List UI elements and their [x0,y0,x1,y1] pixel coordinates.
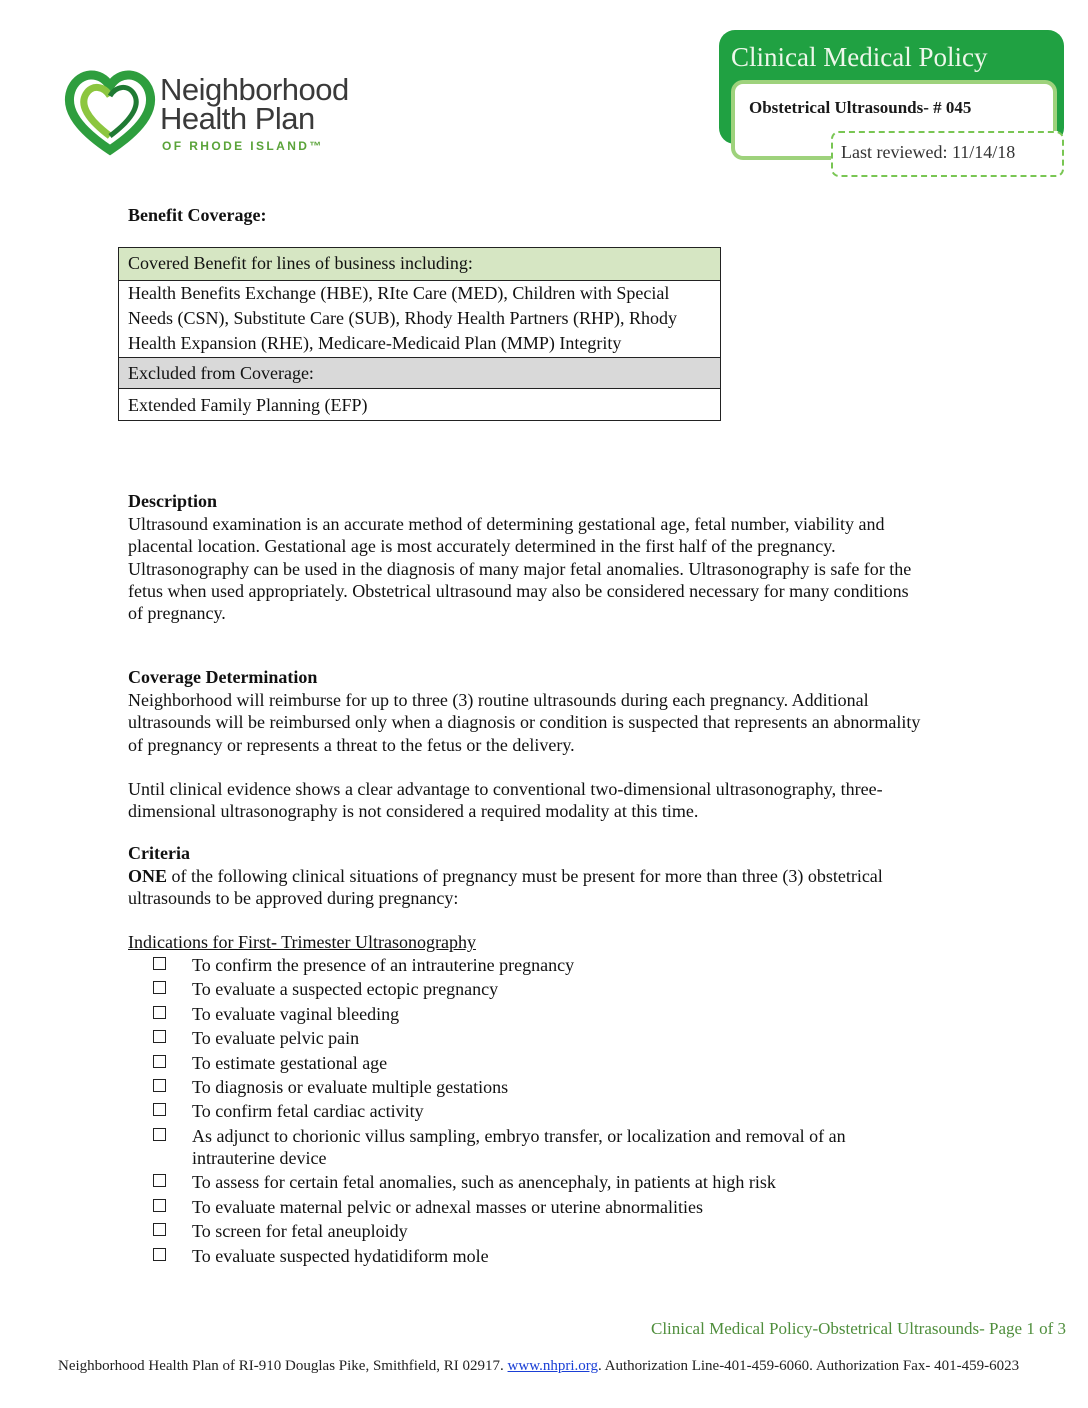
list-item-text: To evaluate maternal pelvic or adnexal masses or uterine abnormalities [192,1196,704,1217]
logo-text-line3: OF RHODE ISLAND™ [162,139,324,153]
description-line: Ultrasound examination is an accurate method of determining gestational age, fetal number, viability and [128,514,885,534]
policy-header-title: Clinical Medical Policy [731,42,988,72]
list-item-text: To evaluate suspected hydatidiform mole [192,1245,489,1266]
covered-lines-cell [119,280,720,357]
criteria-line-1-text: of the following clinical situations of pregnancy must be present for more than three (3) obstetrical [167,866,883,886]
list-item [150,954,950,976]
covered-line: Health Expansion (RHE), Medicare-Medicaid Plan (MMP) Integrity [128,333,622,353]
criteria-heading: Criteria [128,843,190,863]
description-line: placental location. Gestational age is most accurately determined in the first half of the pregnancy. [128,536,836,557]
list-item [150,1220,950,1242]
list-item [150,1052,950,1074]
checkbox-icon [153,1223,166,1236]
footer-address-pre: Neighborhood Health Plan of RI-910 Douglas Pike, Smithfield, RI 02917. [58,1358,508,1374]
checkbox-icon [153,1248,166,1261]
footer-address [58,1358,1019,1375]
list-item-text: To confirm fetal cardiac activity [192,1101,424,1122]
coverage-line: ultrasounds will be reimbursed only when a diagnosis or condition is suspected that represents an abnormality [128,712,921,733]
checkbox-icon [153,1006,166,1019]
list-item-text: To estimate gestational age [192,1052,388,1073]
list-item [150,978,950,1000]
description-line: Ultrasonography can be used in the diagnosis of many major fetal anomalies. Ultrasonography is safe for the [128,558,912,579]
checkbox-icon [153,1079,166,1092]
list-item-text: To screen for fetal aneuploidy [192,1221,408,1242]
list-item [150,1171,950,1193]
list-item-text-continued: intrauterine device [192,1148,327,1169]
checkbox-icon [153,1030,166,1043]
criteria-emphasis: ONE [128,866,168,886]
list-item [150,1100,950,1122]
description-body [128,513,1008,624]
covered-line: Needs (CSN), Substitute Care (SUB), Rhody Health Partners (RHP), Rhody [128,308,677,328]
footer-website-link[interactable]: www.nhpri.org [507,1358,598,1374]
list-item [150,1003,950,1025]
coverage-paragraph-1 [128,689,1028,756]
logo-text-line2: Health Plan [160,101,315,136]
benefit-coverage-heading: Benefit Coverage: [128,205,267,225]
covered-line: Health Benefits Exchange (HBE), RIte Care (MED), Children with Special [128,283,670,303]
covered-header-row: Covered Benefit for lines of business including: [119,248,720,280]
excluded-header-row: Excluded from Coverage: [119,357,720,388]
logo-heart-icon [64,66,156,158]
description-line: fetus when used appropriately. Obstetrical ultrasound may also be considered necessary for many conditions [128,580,909,601]
list-item [150,1125,950,1170]
coverage-line: dimensional ultrasonography is not considered a required modality at this time. [128,801,699,822]
list-item [150,1245,950,1267]
excluded-cell: Extended Family Planning (EFP) [119,388,720,420]
list-item-text: To evaluate a suspected ectopic pregnancy [192,979,499,1000]
list-item-text: To evaluate vaginal bleeding [192,1003,400,1024]
checkbox-icon [153,1128,166,1141]
indications-list [150,954,950,1269]
nhp-logo [64,66,374,158]
page-footer-label: Clinical Medical Policy-Obstetrical Ultrasounds- Page 1 of 3 [651,1319,1066,1338]
policy-header-box [719,30,1064,180]
checkbox-icon [153,981,166,994]
list-item-text: As adjunct to chorionic villus sampling, embryo transfer, or localization and removal of an [192,1125,846,1146]
coverage-paragraph-2 [128,778,1028,823]
criteria-line-2: ultrasounds to be approved during pregnancy: [128,888,459,909]
checkbox-icon [153,1199,166,1212]
footer-address-post: . Authorization Line-401-459-6060. Authorization Fax- 401-459-6023 [597,1358,1020,1374]
list-item-text: To confirm the presence of an intrauterine pregnancy [192,955,575,975]
list-item-text: To diagnosis or evaluate multiple gestations [192,1076,509,1097]
coverage-line: Until clinical evidence shows a clear advantage to conventional two-dimensional ultrasonography, three- [128,779,883,799]
list-item-text: To evaluate pelvic pain [192,1028,360,1049]
coverage-line: Neighborhood will reimburse for up to three (3) routine ultrasounds during each pregnancy. Additional [128,690,869,710]
last-reviewed-text: Last reviewed: 11/14/18 [841,142,1016,162]
coverage-line: of pregnancy or represents a threat to the fetus or the delivery. [128,734,575,755]
list-item [150,1076,950,1098]
coverage-table [118,247,721,421]
description-heading: Description [128,491,217,511]
checkbox-icon [153,1174,166,1187]
description-line: of pregnancy. [128,603,226,624]
last-reviewed-box [831,131,1064,177]
indications-heading: Indications for First- Trimester Ultrasonography [128,932,476,952]
list-item-text: To assess for certain fetal anomalies, such as anencephaly, in patients at high risk [192,1172,776,1193]
criteria-body [128,865,1028,910]
checkbox-icon [153,1055,166,1068]
logo-text-line1: Neighborhood [160,72,349,107]
coverage-determination-heading: Coverage Determination [128,667,318,687]
checkbox-icon [153,1103,166,1116]
policy-name: Obstetrical Ultrasounds- # 045 [749,98,972,117]
list-item [150,1196,950,1218]
criteria-line-1 [128,865,1028,887]
list-item [150,1027,950,1049]
checkbox-icon [153,957,166,970]
